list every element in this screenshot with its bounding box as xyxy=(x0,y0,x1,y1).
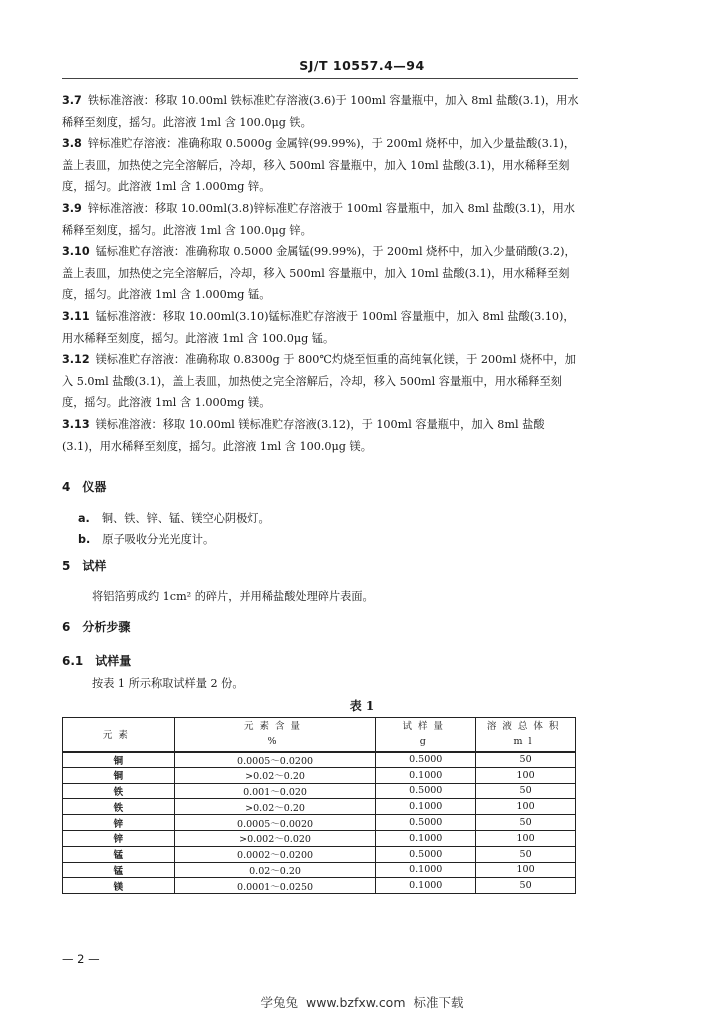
header-content: 元素含量 % xyxy=(174,718,376,752)
section-number: 6 xyxy=(62,620,71,634)
list-text: 原子吸收分光光度计。 xyxy=(102,533,215,546)
cell-sample: 0.1000 xyxy=(376,862,476,878)
cell-sample: 0.1000 xyxy=(376,767,476,783)
header-rule xyxy=(62,78,578,79)
header-sample: 试样量 g xyxy=(376,718,476,752)
section-number: 4 xyxy=(62,480,71,494)
cell-content: 0.0001～0.0250 xyxy=(174,878,376,894)
standard-number-header: SJ/T 10557.4—94 xyxy=(299,58,425,73)
table-row xyxy=(63,830,576,846)
cell-element: 铁 xyxy=(63,799,175,815)
cell-volume: 100 xyxy=(476,799,576,815)
paragraph-3-10 xyxy=(62,241,582,306)
section-title: 仪器 xyxy=(82,480,107,494)
cell-content: 0.0005～0.0200 xyxy=(174,752,376,768)
cell-content: 0.0005～0.0020 xyxy=(174,815,376,831)
table-header-row xyxy=(63,718,576,752)
table-title: 表 1 xyxy=(349,699,375,713)
sample-quantity-table xyxy=(62,717,576,894)
clause-number: 3.10 xyxy=(62,245,90,258)
table-row xyxy=(63,799,576,815)
clause-text: 锰标准贮存溶液：准确称取 0.5000 金属锰(99.99%)，于 200ml 烧杯中，加入少量硝酸(3.2)，盖上表皿，加热使之完全溶解后，冷却，移入 500ml 容量瓶中，加入 10ml 盐酸(3.1)，用水稀释至刻度，摇匀。此溶液 1ml 含 1.000mg 锰。 xyxy=(62,245,576,301)
cell-element: 镁 xyxy=(63,878,175,894)
list-item-b xyxy=(78,531,214,547)
list-text: 铜、铁、锌、锰、镁空心阴极灯。 xyxy=(101,512,270,525)
cell-volume: 50 xyxy=(476,878,576,894)
cell-sample: 0.5000 xyxy=(376,815,476,831)
cell-element: 锰 xyxy=(63,846,175,862)
table-row xyxy=(63,783,576,799)
paragraph-3-7 xyxy=(62,90,582,133)
cell-sample: 0.5000 xyxy=(376,846,476,862)
cell-content: >0.002～0.020 xyxy=(174,830,376,846)
clause-text: 铁标准溶液：移取 10.00ml 铁标准贮存溶液(3.6)于 100ml 容量瓶中，加入 8ml 盐酸(3.1)，用水稀释至刻度，摇匀。此溶液 1ml 含 100.0μg 铁。 xyxy=(62,94,579,129)
cell-content: 0.001～0.020 xyxy=(174,783,376,799)
page-number: — 2 — xyxy=(62,952,100,966)
cell-content: >0.02～0.20 xyxy=(174,799,376,815)
cell-content: >0.02～0.20 xyxy=(174,767,376,783)
cell-sample: 0.1000 xyxy=(376,799,476,815)
clause-number: 3.9 xyxy=(62,202,82,215)
table-row xyxy=(63,862,576,878)
table-row xyxy=(63,846,576,862)
cell-sample: 0.5000 xyxy=(376,783,476,799)
cell-volume: 50 xyxy=(476,752,576,768)
cell-element: 铁 xyxy=(63,783,175,799)
clause-number: 3.11 xyxy=(62,310,90,323)
cell-element: 锌 xyxy=(63,830,175,846)
paragraph-3-8 xyxy=(62,133,582,198)
section-6-heading xyxy=(62,618,130,635)
clause-text: 镁标准贮存溶液：准确称取 0.8300g 于 800℃灼烧至恒重的高纯氧化镁，于 200ml 烧杯中，加入 5.0ml 盐酸(3.1)，盖上表皿，加热使之完全溶解后，冷却，移入 500ml 容量瓶中，用水稀释至刻度，摇匀。此溶液 1ml 含 1.000mg 镁。 xyxy=(62,353,576,409)
header-element: 元素 xyxy=(63,718,175,752)
header-volume: 溶液总体积 ml xyxy=(476,718,576,752)
section-title: 试样 xyxy=(82,559,107,573)
clause-text: 锌标准贮存溶液：准确称取 0.5000g 金属锌(99.99%)，于 200ml 烧杯中，加入少量盐酸(3.1)，盖上表皿，加热使之完全溶解后，冷却，移入 500ml 容量瓶中，加入 10ml 盐酸(3.1)，用水稀释至刻度，摇匀。此溶液 1ml 含 1.000mg 锌。 xyxy=(62,137,576,193)
cell-sample: 0.1000 xyxy=(376,878,476,894)
section-6-1-text: 按表 1 所示称取试样量 2 份。 xyxy=(92,677,244,690)
section-number: 6.1 xyxy=(62,654,84,668)
section-5-heading xyxy=(62,557,106,574)
table-row xyxy=(63,752,576,768)
cell-sample: 0.5000 xyxy=(376,752,476,768)
clause-number: 3.8 xyxy=(62,137,82,150)
section-6-1-heading xyxy=(62,652,131,669)
table-row xyxy=(63,767,576,783)
table-row xyxy=(63,878,576,894)
clause-text: 镁标准溶液：移取 10.00ml 镁标准贮存溶液(3.12)，于 100ml 容量瓶中，加入 8ml 盐酸(3.1)，用水稀释至刻度，摇匀。此溶液 1ml 含 100.0μg 镁。 xyxy=(62,418,545,453)
cell-element: 锰 xyxy=(63,862,175,878)
list-marker: a. xyxy=(78,512,90,525)
clause-number: 3.7 xyxy=(62,94,82,107)
watermark-footer: 学兔兔 www.bzfxw.com 标准下载 xyxy=(260,995,464,1010)
paragraph-3-9 xyxy=(62,198,582,241)
paragraph-3-11 xyxy=(62,306,582,349)
table-row xyxy=(63,815,576,831)
cell-volume: 100 xyxy=(476,830,576,846)
clause-number: 3.13 xyxy=(62,418,90,431)
section-5-text: 将铝箔剪成约 1cm² 的碎片，并用稀盐酸处理碎片表面。 xyxy=(92,590,374,603)
cell-content: 0.02～0.20 xyxy=(174,862,376,878)
cell-volume: 50 xyxy=(476,783,576,799)
clause-number: 3.12 xyxy=(62,353,90,366)
cell-content: 0.0002～0.0200 xyxy=(174,846,376,862)
paragraph-3-13 xyxy=(62,414,582,457)
list-marker: b. xyxy=(78,533,91,546)
cell-element: 铜 xyxy=(63,752,175,768)
cell-volume: 50 xyxy=(476,846,576,862)
cell-element: 铜 xyxy=(63,767,175,783)
section-4-heading xyxy=(62,478,106,495)
section-title: 分析步骤 xyxy=(82,620,131,634)
section-title: 试样量 xyxy=(95,654,132,668)
clause-text: 锌标准溶液：移取 10.00ml(3.8)锌标准贮存溶液于 100ml 容量瓶中，加入 8ml 盐酸(3.1)，用水稀释至刻度，摇匀。此溶液 1ml 含 100.0μg 锌。 xyxy=(62,202,575,237)
cell-volume: 100 xyxy=(476,862,576,878)
paragraph-3-12 xyxy=(62,349,582,414)
clause-text: 锰标准溶液：移取 10.00ml(3.10)锰标准贮存溶液于 100ml 容量瓶中，加入 8ml 盐酸(3.10)，用水稀释至刻度，摇匀。此溶液 1ml 含 100.0μg 锰。 xyxy=(62,310,575,345)
section-number: 5 xyxy=(62,559,71,573)
cell-element: 锌 xyxy=(63,815,175,831)
cell-volume: 100 xyxy=(476,767,576,783)
cell-volume: 50 xyxy=(476,815,576,831)
list-item-a xyxy=(78,510,270,526)
cell-sample: 0.1000 xyxy=(376,830,476,846)
